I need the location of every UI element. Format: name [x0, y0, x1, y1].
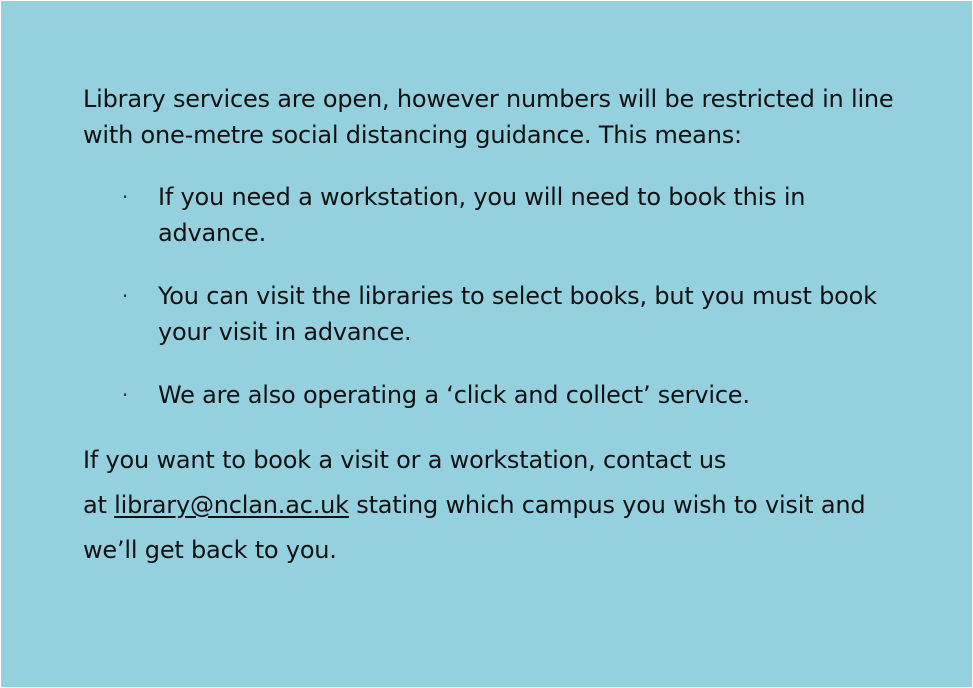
contact-prefix: at [83, 491, 107, 519]
bullet-item-workstation [83, 179, 913, 251]
bullet-marker: · [121, 383, 129, 407]
bullet-text: If you need a workstation, you will need to book this in advance. [158, 183, 806, 247]
bullet-text: We are also operating a ‘click and collect’ service. [158, 381, 750, 409]
bullet-list [83, 179, 913, 413]
email-link[interactable]: library@nclan.ac.uk [114, 491, 349, 519]
bullet-text: You can visit the libraries to select books, but you must book your visit in advance. [158, 282, 877, 346]
notice-content [83, 81, 913, 573]
bullet-marker: · [121, 284, 129, 308]
contact-paragraph [83, 438, 913, 573]
contact-suffix: stating which campus you wish to visit and we’ll get back to you. [83, 491, 866, 564]
contact-line1: If you want to book a visit or a workstation, contact us [83, 446, 727, 474]
bullet-item-visit-libraries [83, 278, 913, 350]
bullet-marker: · [121, 185, 129, 209]
bullet-item-click-collect [83, 377, 913, 413]
info-panel [1, 1, 972, 687]
intro-paragraph: Library services are open, however numbers will be restricted in line with one-metre social distancing guidance. This means: [83, 85, 894, 149]
